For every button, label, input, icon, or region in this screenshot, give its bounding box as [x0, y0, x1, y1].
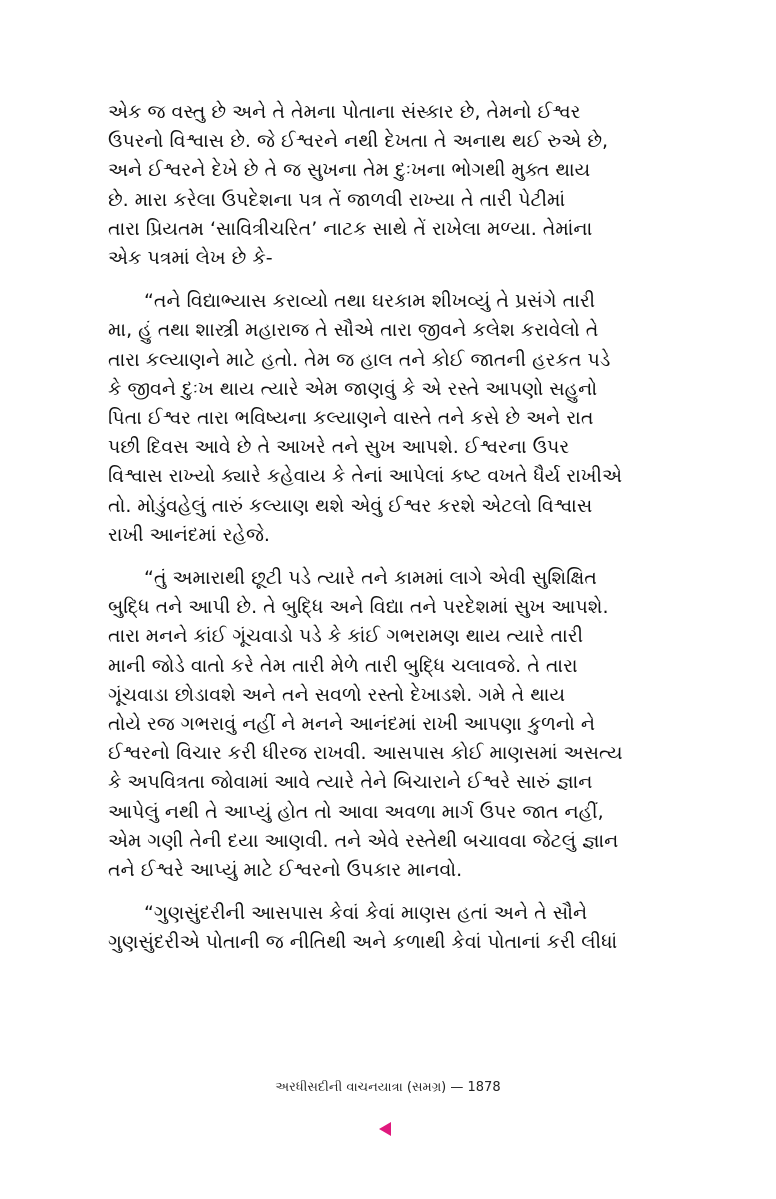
text-line: કે જીવને દુઃખ થાય ત્યારે એમ જાણવું કે એ રસ્તે આપણો સહુનો [108, 377, 598, 400]
text-line: અને ઈશ્વરને દેખે છે તે જ સુખના તેમ દુઃખના ભોગથી મુક્ત થાય [108, 159, 591, 182]
text-line: “ગુણસુંદરીની આસપાસ કેવાં કેવાં માણસ હતાં અને તે સૌને [144, 902, 588, 925]
text-line: વિશ્વાસ રાખ્યો ક્યારે કહેવાય કે તેનાં આપેલાં કષ્ટ વખતે ધૈર્ય રાખીએ [108, 465, 622, 488]
paragraph-2 [108, 287, 670, 550]
text-line: “તું અમારાથી છૂટી પડે ત્યારે તને કામમાં લાગે એવી સુશિક્ષિત [144, 567, 597, 590]
text-line: તો. મોડુંવહેલું તારું કલ્યાણ થશે એવું ઈશ્વર કરશે એટલો વિશ્વાસ [108, 494, 593, 517]
text-line: એમ ગણી તેની દયા આણવી. તને એવે રસ્તેથી બચાવવા જેટલું જ્ઞાન [108, 829, 619, 852]
text-line: તારા મનને કાંઈ ગૂંચવાડો પડે કે કાંઈ ગભરામણ થાય ત્યારે તારી [108, 625, 584, 648]
text-line: બુદ્ધિ તને આપી છે. તે બુદ્ધિ અને વિદ્યા તને પરદેશમાં સુખ આપશે. [108, 596, 609, 619]
text-line: રાખી આનંદમાં રહેજે. [108, 523, 270, 546]
text-line: પછી દિવસ આવે છે તે આખરે તને સુખ આપશે. ઈશ્વરના ઉપર [108, 436, 570, 459]
text-line: “તને વિદ્યાભ્યાસ કરાવ્યો તથા ઘરકામ શીખવ્યું તે પ્રસંગે તારી [144, 290, 596, 313]
text-line: મા, હું તથા શાસ્ત્રી મહારાજ તે સૌએ તારા જીવને કલેશ કરાવેલો તે [108, 319, 599, 342]
text-line: ઈશ્વરનો વિચાર કરી ધીરજ રાખવી. આસપાસ કોઈ માણસમાં અસત્ય [108, 742, 623, 765]
paragraph-4 [108, 899, 670, 957]
text-line: તને ઈશ્વરે આપ્યું માટે ઈશ્વરનો ઉપકાર માનવો. [108, 859, 463, 882]
text-line: કે અપવિત્રતા જોવામાં આવે ત્યારે તેને બિચારાને ઈશ્વરે સારું જ્ઞાન [108, 771, 593, 794]
page-footer: અરધીસદીની વાચનયાત્રા (સમગ્ર) — 1878 [275, 1080, 501, 1095]
text-line: ગૂંચવાડા છોડાવશે અને તને સવળો રસ્તો દેખાડશે. ગમે તે થાય [108, 683, 566, 706]
text-line: પિતા ઈશ્વર તારા ભવિષ્યના કલ્યાણને વાસ્તે તને કસે છે અને રાત [108, 407, 594, 430]
text-line: ઉપરનો વિશ્વાસ છે. જે ઈશ્વરને નથી દેખતા તે અનાથ થઈ રુએ છે, [108, 130, 609, 153]
paragraph-1 [108, 98, 670, 273]
text-line: માની જોડે વાતો કરે તેમ તારી મેળે તારી બુદ્ધિ ચલાવજે. તે તારા [108, 654, 578, 677]
text-line: આપેલું નથી તે આપ્યું હોત તો આવા અવળા માર્ગ ઉપર જાત નહીં, [108, 800, 604, 823]
text-line: ગુણસુંદરીએ પોતાની જ નીતિથી અને કળાથી કેવાં પોતાનાં કરી લીધાં [108, 931, 618, 954]
text-line: તોયે રજ ગભરાવું નહીં ને મનને આનંદમાં રાખી આપણા કુળનો ને [108, 713, 596, 736]
text-line: તારા પ્રિયતમ ‘સાવિત્રીચરિત’ નાટક સાથે તેં રાખેલા મળ્યા. તેમાંના [108, 217, 593, 240]
text-line: છે. મારા કરેલા ઉપદેશના પત્ર તેં જાળવી રાખ્યા તે તારી પેટીમાં [108, 188, 566, 211]
body-text [108, 98, 670, 972]
text-line: એક પત્રમાં લેખ છે કે- [108, 247, 273, 270]
text-line: તારા કલ્યાણને માટે હતો. તેમ જ હાલ તને કોઈ જાતની હરકત પડે [108, 348, 611, 371]
previous-page-arrow-icon[interactable] [379, 1122, 391, 1136]
paragraph-3 [108, 564, 670, 885]
text-line: એક જ વસ્તુ છે અને તે તેમના પોતાના સંસ્કાર છે, તેમનો ઈશ્વર [108, 101, 581, 123]
